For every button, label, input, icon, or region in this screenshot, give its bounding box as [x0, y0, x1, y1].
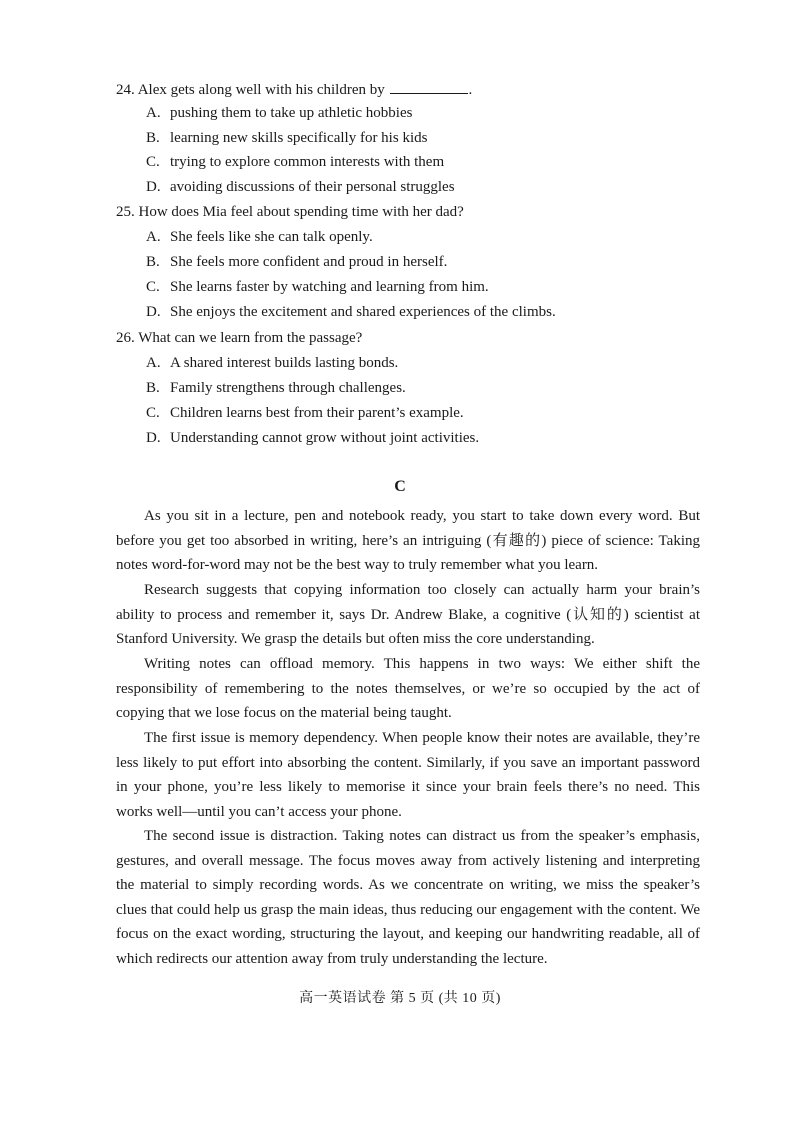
passage-paragraph-5: The second issue is distraction. Taking notes can distract us from the speaker’s emphasis, gestures, and overall message. The focus moves away from actively listening and interpreting the material to simply recording words. As we concentrate on writing, we miss the speaker’s clues that could help us grasp the main ideas, thus reducing our engagement with the content. We focus on the exact wording, structuring the layout, and keeping our handwriting readable, all of which redirects our attention away from truly understanding the lecture.	[116, 828, 700, 967]
question-text: How does Mia feel about spending time with her dad?	[138, 204, 464, 220]
option-26-d	[146, 429, 479, 447]
option-25-d	[146, 303, 556, 321]
option-letter: A.	[146, 229, 161, 245]
option-text: pushing them to take up athletic hobbies	[170, 105, 413, 121]
passage-paragraph-3: Writing notes can offload memory. This happens in two ways: We either shift the responsibility of remembering to the notes themselves, or we’re so occupied by the act of copying that we lose focus on the material being taught.	[116, 656, 700, 722]
option-26-b	[146, 379, 406, 397]
option-text: She enjoys the excitement and shared experiences of the climbs.	[170, 304, 556, 320]
option-letter: C.	[146, 405, 160, 421]
question-number: 26.	[116, 330, 135, 346]
passage-paragraph-1: As you sit in a lecture, pen and notebook ready, you start to take down every word. But before you get too absorbed in writing, here’s an intriguing (有趣的) piece of science: Taking notes word-for-word may not be the best way to truly remember what you learn.	[116, 508, 700, 574]
question-25-stem	[116, 203, 464, 221]
question-number: 24.	[116, 82, 135, 98]
option-text: Children learns best from their parent’s example.	[170, 405, 464, 421]
section-title: C	[394, 478, 406, 495]
question-text: What can we learn from the passage?	[138, 330, 363, 346]
option-letter: A.	[146, 105, 161, 121]
question-26-stem	[116, 329, 362, 347]
option-text: Understanding cannot grow without joint activities.	[170, 430, 480, 446]
answer-blank	[390, 80, 468, 94]
passage-paragraph-4: The first issue is memory dependency. When people know their notes are available, they’re less likely to put effort into absorbing the content. Similarly, if you save an important password in your phone, you’re less likely to memorise it since your brain feels there’s no need. This works well—until you can’t access your phone.	[116, 730, 700, 820]
option-text: She feels like she can talk openly.	[170, 229, 373, 245]
option-25-a	[146, 228, 373, 246]
option-letter: C.	[146, 279, 160, 295]
option-text: avoiding discussions of their personal struggles	[170, 179, 455, 195]
option-text: Family strengthens through challenges.	[170, 380, 406, 396]
page-footer: 高一英语试卷 第 5 页 (共 10 页)	[299, 991, 501, 1006]
option-25-c	[146, 278, 489, 296]
option-text: She learns faster by watching and learning from him.	[170, 279, 489, 295]
option-24-d	[146, 178, 455, 196]
option-25-b	[146, 253, 447, 271]
passage-paragraph-2: Research suggests that copying information too closely can actually harm your brain’s ability to process and remember it, says Dr. Andrew Blake, a cognitive (认知的) scientist at Stanford University. We grasp the details but often miss the core understanding.	[116, 582, 700, 648]
option-24-c	[146, 153, 444, 171]
option-letter: A.	[146, 355, 161, 371]
question-number: 25.	[116, 204, 135, 220]
option-text: learning new skills specifically for his kids	[170, 130, 428, 146]
option-26-a	[146, 354, 398, 372]
option-letter: B.	[146, 254, 160, 270]
option-24-a	[146, 104, 412, 122]
question-text: Alex gets along well with his children by	[137, 82, 385, 98]
option-26-c	[146, 404, 464, 422]
option-letter: C.	[146, 154, 160, 170]
option-text: trying to explore common interests with them	[170, 154, 445, 170]
option-letter: B.	[146, 130, 160, 146]
option-24-b	[146, 129, 427, 147]
option-text: A shared interest builds lasting bonds.	[170, 355, 399, 371]
option-letter: D.	[146, 304, 161, 320]
question-24-stem	[116, 80, 472, 99]
option-text: She feels more confident and proud in herself.	[170, 254, 448, 270]
option-letter: D.	[146, 430, 161, 446]
option-letter: D.	[146, 179, 161, 195]
question-end: .	[468, 82, 473, 98]
option-letter: B.	[146, 380, 160, 396]
